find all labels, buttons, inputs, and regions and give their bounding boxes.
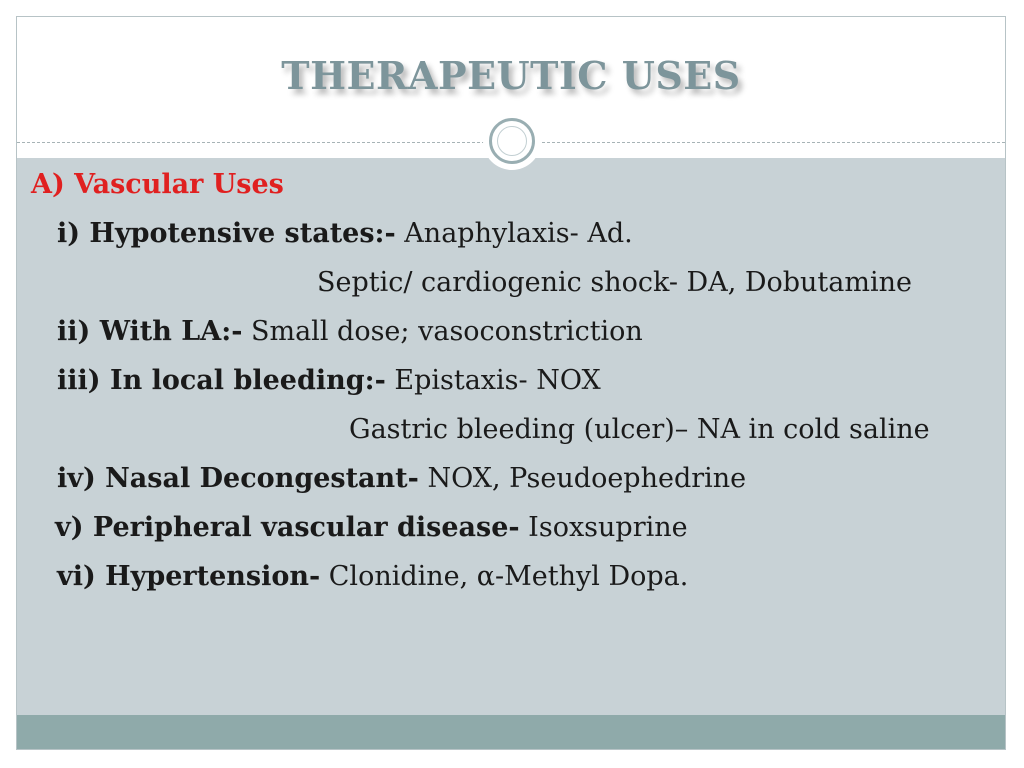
item-text: Anaphylaxis- Ad. (395, 218, 633, 249)
slide-title: THERAPEUTIC USES (281, 53, 741, 98)
item-label: i) Hypotensive states:- (57, 218, 396, 249)
ornament-inner-ring (497, 126, 527, 156)
item-label: iv) Nasal Decongestant- (57, 463, 419, 494)
list-item-continuation: Septic/ cardiogenic shock- DA, Dobutamine (317, 267, 912, 298)
footer-bar (17, 715, 1005, 749)
list-item (57, 217, 633, 251)
slide (16, 16, 1006, 750)
list-item (57, 315, 643, 349)
item-label: iii) In local bleeding:- (57, 365, 386, 396)
circle-ornament-icon (483, 112, 541, 170)
item-text: Isoxsuprine (519, 512, 688, 543)
item-text: Epistaxis- NOX (385, 365, 601, 396)
ornament-ring (489, 118, 535, 164)
item-label: ii) With LA:- (57, 316, 243, 347)
list-item (57, 462, 746, 496)
item-text: Clonidine, α-Methyl Dopa. (320, 561, 689, 592)
item-label: v) Peripheral vascular disease- (55, 512, 520, 543)
item-text: Small dose; vasoconstriction (242, 316, 643, 347)
list-item-continuation: Gastric bleeding (ulcer)– NA in cold saline (349, 414, 930, 445)
item-label: vi) Hypertension- (57, 561, 321, 592)
list-item (55, 511, 688, 545)
item-text: NOX, Pseudoephedrine (418, 463, 747, 494)
list-item (57, 364, 601, 398)
section-heading: A) Vascular Uses (31, 169, 284, 200)
list-item (57, 560, 688, 594)
